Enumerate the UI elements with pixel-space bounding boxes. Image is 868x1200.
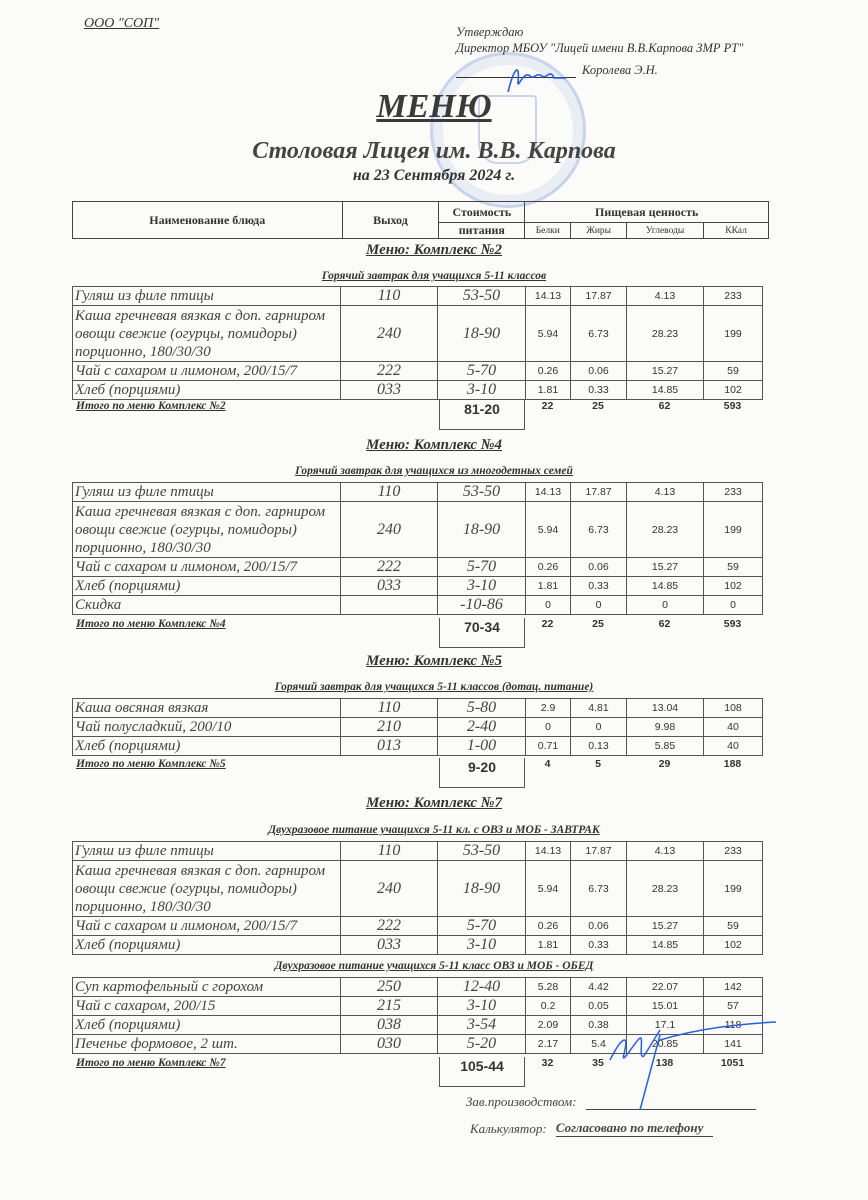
calculator-row [470, 1120, 713, 1137]
dish-cost: 3-54 [438, 1016, 526, 1035]
table-row [73, 978, 763, 997]
dish-protein: 5.94 [526, 861, 571, 917]
dish-name: Хлеб (порциями) [73, 1016, 341, 1035]
total-protein: 32 [541, 1057, 554, 1069]
dish-carbs: 20.85 [627, 1035, 704, 1054]
menu-items-table [72, 841, 763, 955]
dish-carbs: 13.04 [627, 699, 704, 718]
dish-kcal: 141 [704, 1035, 763, 1054]
table-row [73, 842, 763, 861]
dish-kcal: 118 [704, 1016, 763, 1035]
dish-name: Хлеб (порциями) [73, 936, 341, 955]
dish-fat: 0.06 [571, 362, 627, 381]
organization-name: ООО "СОП" [84, 16, 160, 31]
dish-fat: 17.87 [571, 842, 627, 861]
dish-cost: 3-10 [438, 577, 526, 596]
dish-name: Каша гречневая вязкая с доп. гарниром овощи свежие (огурцы, помидоры) порционно, 180/30/30 [73, 502, 341, 558]
dish-protein: 0.26 [526, 558, 571, 577]
table-row [73, 362, 763, 381]
dish-name: Чай с сахаром и лимоном, 200/15/7 [73, 917, 341, 936]
dish-kcal: 40 [704, 718, 763, 737]
dish-cost: 1-00 [438, 737, 526, 756]
dish-name: Чай с сахаром и лимоном, 200/15/7 [73, 558, 341, 577]
dish-yield: 038 [341, 1016, 438, 1035]
dish-protein: 0.2 [526, 997, 571, 1016]
dish-carbs: 14.85 [627, 577, 704, 596]
total-fat: 5 [595, 758, 601, 770]
dish-fat: 0.33 [571, 381, 627, 400]
dish-fat: 6.73 [571, 861, 627, 917]
header-carbs: Углеводы [627, 223, 704, 239]
dish-kcal: 142 [704, 978, 763, 997]
dish-protein: 5.94 [526, 502, 571, 558]
table-row [73, 917, 763, 936]
table-row [73, 936, 763, 955]
dish-cost: 5-80 [438, 699, 526, 718]
dish-carbs: 28.23 [627, 306, 704, 362]
header-yield: Выход [342, 202, 439, 239]
dish-carbs: 28.23 [627, 502, 704, 558]
dish-fat: 0.06 [571, 917, 627, 936]
dish-cost: 18-90 [438, 306, 526, 362]
section-title-complex-2: Меню: Комплекс №2 [366, 242, 502, 258]
dish-protein: 0.26 [526, 362, 571, 381]
section-title-complex-4: Меню: Комплекс №4 [366, 437, 502, 453]
dish-kcal: 199 [704, 502, 763, 558]
dish-protein: 1.81 [526, 936, 571, 955]
dish-name: Хлеб (порциями) [73, 381, 341, 400]
section-title-complex-7: Меню: Комплекс №7 [366, 795, 502, 811]
dish-cost: 5-70 [438, 362, 526, 381]
dish-yield: 110 [341, 842, 438, 861]
table-row [73, 287, 763, 306]
table-row [73, 502, 763, 558]
dish-protein: 1.81 [526, 381, 571, 400]
table-row [73, 558, 763, 577]
total-label: Итого по меню Комплекс №7 [76, 1057, 226, 1069]
dish-yield [341, 596, 438, 615]
group-subtitle: Горячий завтрак для учащихся 5-11 классов (дотац. питание) [274, 681, 594, 693]
dish-carbs: 9.98 [627, 718, 704, 737]
total-protein: 22 [541, 400, 554, 412]
dish-yield: 033 [341, 381, 438, 400]
group-subtitle: Горячий завтрак для учащихся из многодетных семей [295, 465, 573, 477]
dish-fat: 17.87 [571, 483, 627, 502]
dish-carbs: 4.13 [627, 842, 704, 861]
dish-kcal: 108 [704, 699, 763, 718]
dish-protein: 0.26 [526, 917, 571, 936]
dish-carbs: 4.13 [627, 483, 704, 502]
total-carbs: 62 [658, 618, 671, 630]
dish-fat: 0 [571, 596, 627, 615]
production-head-signature-icon [600, 1020, 780, 1110]
menu-items-table [72, 698, 763, 756]
dish-carbs: 15.27 [627, 362, 704, 381]
dish-cost: 5-70 [438, 558, 526, 577]
dish-fat: 0.33 [571, 936, 627, 955]
calculator-value: Согласовано по телефону [556, 1120, 713, 1137]
dish-fat: 0.13 [571, 737, 627, 756]
group-subtitle: Горячий завтрак для учащихся 5-11 классов [321, 270, 547, 282]
dish-cost: 18-90 [438, 861, 526, 917]
dish-carbs: 15.27 [627, 558, 704, 577]
dish-yield: 240 [341, 306, 438, 362]
total-kcal: 593 [723, 400, 742, 412]
table-row [73, 483, 763, 502]
dish-protein: 2.17 [526, 1035, 571, 1054]
dish-yield: 222 [341, 362, 438, 381]
table-row [73, 577, 763, 596]
column-header-table [72, 201, 769, 239]
dish-kcal: 59 [704, 558, 763, 577]
dish-yield: 110 [341, 483, 438, 502]
total-cost: 9-20 [439, 758, 525, 788]
total-label: Итого по меню Комплекс №2 [76, 400, 226, 412]
dish-fat: 4.42 [571, 978, 627, 997]
total-cost: 81-20 [439, 400, 525, 430]
dish-cost: 18-90 [438, 502, 526, 558]
dish-carbs: 4.13 [627, 287, 704, 306]
dish-fat: 6.73 [571, 502, 627, 558]
dish-fat: 5.4 [571, 1035, 627, 1054]
dish-name: Чай полусладкий, 200/10 [73, 718, 341, 737]
dish-protein: 14.13 [526, 287, 571, 306]
production-head-label: Зав.производством: [466, 1094, 577, 1109]
dish-name: Хлеб (порциями) [73, 737, 341, 756]
dish-yield: 250 [341, 978, 438, 997]
dish-carbs: 14.85 [627, 381, 704, 400]
dish-protein: 5.94 [526, 306, 571, 362]
dish-protein: 0 [526, 596, 571, 615]
dish-kcal: 102 [704, 577, 763, 596]
dish-kcal: 0 [704, 596, 763, 615]
header-fat: Жиры [571, 223, 627, 239]
dish-protein: 0.71 [526, 737, 571, 756]
approval-line1: Утверждаю [456, 25, 524, 39]
dish-protein: 14.13 [526, 483, 571, 502]
dish-carbs: 22.07 [627, 978, 704, 997]
dish-protein: 5.28 [526, 978, 571, 997]
total-carbs: 62 [658, 400, 671, 412]
total-cost: 105-44 [439, 1057, 525, 1087]
dish-cost: 5-70 [438, 917, 526, 936]
table-row [73, 596, 763, 615]
dish-kcal: 199 [704, 861, 763, 917]
approval-line2: Директор МБОУ "Лицей имени В.В.Карпова ЗМР РТ" [456, 41, 744, 55]
header-protein: Белки [525, 223, 571, 239]
dish-name: Скидка [73, 596, 341, 615]
dish-carbs: 14.85 [627, 936, 704, 955]
dish-cost: 53-50 [438, 842, 526, 861]
total-carbs: 29 [658, 758, 671, 770]
total-fat: 35 [592, 1057, 604, 1069]
dish-kcal: 102 [704, 381, 763, 400]
table-row [73, 737, 763, 756]
dish-carbs: 28.23 [627, 861, 704, 917]
dish-kcal: 59 [704, 917, 763, 936]
dish-kcal: 233 [704, 483, 763, 502]
dish-kcal: 40 [704, 737, 763, 756]
dish-cost: -10-86 [438, 596, 526, 615]
dish-fat: 0.06 [571, 558, 627, 577]
group-subtitle: Двухразовое питание учащихся 5-11 кл. с ОВЗ и МОБ - ЗАВТРАК [268, 824, 600, 836]
dish-name: Чай с сахаром, 200/15 [73, 997, 341, 1016]
dish-fat: 0 [571, 718, 627, 737]
total-kcal: 1051 [720, 1057, 745, 1069]
dish-yield: 033 [341, 577, 438, 596]
table-row [73, 699, 763, 718]
total-kcal: 188 [723, 758, 742, 770]
dish-cost: 5-20 [438, 1035, 526, 1054]
dish-cost: 53-50 [438, 483, 526, 502]
dish-fat: 0.33 [571, 577, 627, 596]
dish-kcal: 102 [704, 936, 763, 955]
dish-name: Гуляш из филе птицы [73, 842, 341, 861]
total-carbs: 138 [655, 1057, 674, 1069]
dish-protein: 0 [526, 718, 571, 737]
dish-name: Хлеб (порциями) [73, 577, 341, 596]
dish-kcal: 233 [704, 842, 763, 861]
dish-carbs: 15.01 [627, 997, 704, 1016]
table-row [73, 306, 763, 362]
dish-protein: 2.09 [526, 1016, 571, 1035]
page-subtitle: Столовая Лицея им. В.В. Карпова [252, 138, 616, 164]
dish-kcal: 233 [704, 287, 763, 306]
dish-protein: 14.13 [526, 842, 571, 861]
menu-date: на 23 Сентября 2024 г. [352, 167, 516, 184]
dish-fat: 6.73 [571, 306, 627, 362]
total-cost: 70-34 [439, 618, 525, 648]
dish-cost: 12-40 [438, 978, 526, 997]
dish-yield: 110 [341, 287, 438, 306]
dish-carbs: 15.27 [627, 917, 704, 936]
calculator-label: Калькулятор: [470, 1121, 547, 1136]
dish-yield: 215 [341, 997, 438, 1016]
dish-yield: 013 [341, 737, 438, 756]
total-protein: 4 [544, 758, 551, 770]
header-cost-line2: питания [439, 223, 525, 239]
dish-yield: 240 [341, 861, 438, 917]
dish-kcal: 57 [704, 997, 763, 1016]
dish-yield: 033 [341, 936, 438, 955]
table-row [73, 381, 763, 400]
dish-cost: 3-10 [438, 997, 526, 1016]
dish-cost: 3-10 [438, 936, 526, 955]
group-subtitle: Двухразовое питание учащихся 5-11 класс ОВЗ и МОБ - ОБЕД [274, 960, 594, 972]
dish-name: Суп картофельный с горохом [73, 978, 341, 997]
header-nutrition: Пищевая ценность [525, 202, 769, 223]
dish-carbs: 0 [627, 596, 704, 615]
dish-name: Каша гречневая вязкая с доп. гарниром овощи свежие (огурцы, помидоры) порционно, 180/30/30 [73, 861, 341, 917]
header-cost-line1: Стоимость [439, 202, 525, 223]
dish-yield: 030 [341, 1035, 438, 1054]
dish-cost: 3-10 [438, 381, 526, 400]
dish-name: Печенье формовое, 2 шт. [73, 1035, 341, 1054]
section-title-complex-5: Меню: Комплекс №5 [366, 653, 502, 669]
dish-protein: 1.81 [526, 577, 571, 596]
total-protein: 22 [541, 618, 554, 630]
dish-fat: 0.05 [571, 997, 627, 1016]
total-label: Итого по меню Комплекс №5 [76, 758, 226, 770]
dish-protein: 2.9 [526, 699, 571, 718]
dish-carbs: 5.85 [627, 737, 704, 756]
total-fat: 25 [592, 618, 604, 630]
dish-yield: 222 [341, 917, 438, 936]
dish-fat: 0.38 [571, 1016, 627, 1035]
dish-name: Каша овсяная вязкая [73, 699, 341, 718]
menu-items-table [72, 482, 763, 615]
total-label: Итого по меню Комплекс №4 [76, 618, 226, 630]
menu-items-table [72, 286, 763, 400]
dish-fat: 4.81 [571, 699, 627, 718]
table-row [73, 718, 763, 737]
dish-name: Чай с сахаром и лимоном, 200/15/7 [73, 362, 341, 381]
dish-yield: 210 [341, 718, 438, 737]
dish-carbs: 17.1 [627, 1016, 704, 1035]
dish-fat: 17.87 [571, 287, 627, 306]
header-dish-name: Наименование блюда [73, 202, 343, 239]
dish-cost: 53-50 [438, 287, 526, 306]
total-kcal: 593 [723, 618, 742, 630]
dish-yield: 110 [341, 699, 438, 718]
dish-name: Каша гречневая вязкая с доп. гарниром овощи свежие (огурцы, помидоры) порционно, 180/30/30 [73, 306, 341, 362]
dish-name: Гуляш из филе птицы [73, 483, 341, 502]
page-title: МЕНЮ [376, 88, 492, 125]
table-row [73, 997, 763, 1016]
dish-yield: 240 [341, 502, 438, 558]
dish-yield: 222 [341, 558, 438, 577]
header-kcal: ККал [704, 223, 769, 239]
total-fat: 25 [592, 400, 604, 412]
dish-kcal: 199 [704, 306, 763, 362]
dish-name: Гуляш из филе птицы [73, 287, 341, 306]
approval-signatory: Королева Э.Н. [582, 63, 658, 77]
dish-cost: 2-40 [438, 718, 526, 737]
dish-kcal: 59 [704, 362, 763, 381]
table-row [73, 861, 763, 917]
